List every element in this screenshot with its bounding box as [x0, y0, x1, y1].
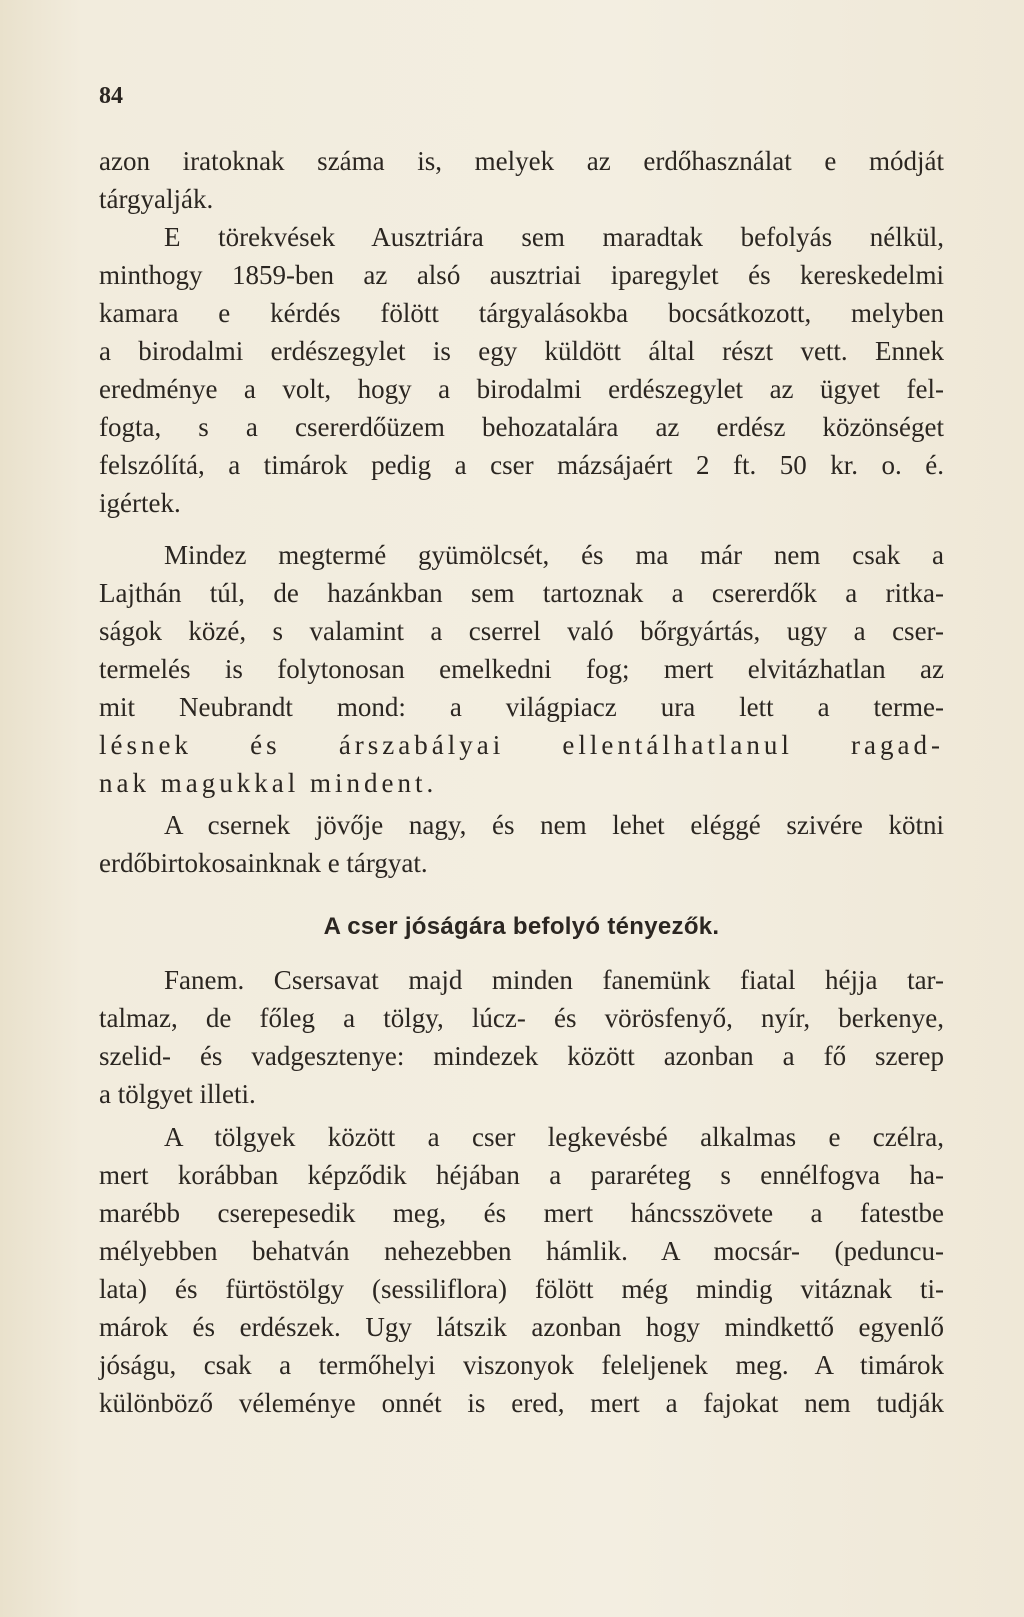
text-line: igértek.: [99, 488, 181, 518]
text-line: nak magukkal mindent.: [99, 768, 438, 798]
text-line: minthogy 1859-ben az alsó ausztriai iparegylet és kereskedelmi: [99, 260, 944, 290]
text-line: jóságu, csak a termőhelyi viszonyok feleljenek meg. A timárok: [99, 1350, 944, 1380]
text-line: szelid- és vadgesztenye: mindezek között azonban a fő szerep: [99, 1041, 944, 1071]
text-line: a birodalmi erdészegylet is egy küldött által részt vett. Ennek: [99, 336, 944, 366]
text-line: lata) és fürtöstölgy (sessiliflora) fölött még mindig vitáznak ti-: [99, 1274, 944, 1304]
text-line: kamara e kérdés fölött tárgyalásokba bocsátkozott, melyben: [99, 298, 944, 328]
text-line: fogta, s a csererdőüzem behozatalára az erdész közönséget: [99, 412, 944, 442]
text-line: E törekvések Ausztriára sem maradtak befolyás nélkül,: [164, 222, 944, 252]
text-line: mert korábban képződik héjában a pararéteg s ennélfogva ha-: [99, 1160, 944, 1190]
text-line: lésnek és árszabályai ellentálhatlanul ragad-: [99, 730, 944, 760]
text-line: mélyebben behatván nehezebben hámlik. A mocsár- (peduncu-: [99, 1236, 944, 1266]
section-heading: A cser jóságára befolyó tényezők.: [323, 913, 720, 940]
text-line: marébb cserepesedik meg, és mert háncsszövete a fatestbe: [99, 1198, 944, 1228]
text-line: A tölgyek között a cser legkevésbé alkalmas e czélra,: [164, 1122, 944, 1152]
text-line: márok és erdészek. Ugy látszik azonban hogy mindkettő egyenlő: [99, 1312, 944, 1342]
text-line: tárgyalják.: [99, 184, 214, 214]
text-line: Lajthán túl, de hazánkban sem tartoznak a csererdők a ritka-: [99, 578, 944, 608]
text-line: A csernek jövője nagy, és nem lehet eléggé szivére kötni: [164, 810, 944, 840]
text-line: Mindez megtermé gyümölcsét, és ma már nem csak a: [164, 540, 944, 570]
text-line: a tölgyet illeti.: [99, 1079, 256, 1109]
text-line: mit Neubrandt mond: a világpiacz ura lett a terme-: [99, 692, 944, 722]
text-line: Fanem. Csersavat majd minden fanemünk fiatal héjja tar-: [164, 965, 944, 995]
text-line: talmaz, de főleg a tölgy, lúcz- és vörösfenyő, nyír, berkenye,: [99, 1003, 944, 1033]
text-line: eredménye a volt, hogy a birodalmi erdészegylet az ügyet fel-: [99, 374, 944, 404]
text-line: erdőbirtokosainknak e tárgyat.: [99, 848, 428, 878]
text-line: azon iratoknak száma is, melyek az erdőhasználat e módját: [99, 146, 944, 176]
page-number: 84: [99, 83, 123, 109]
text-line: felszólítá, a timárok pedig a cser mázsájaért 2 ft. 50 kr. o. é.: [99, 450, 944, 480]
text-line: különböző véleménye onnét is ered, mert a fajokat nem tudják: [99, 1388, 944, 1418]
text-line: termelés is folytonosan emelkedni fog; mert elvitázhatlan az: [99, 654, 944, 684]
text-line: ságok közé, s valamint a cserrel való bőrgyártás, ugy a cser-: [99, 616, 944, 646]
